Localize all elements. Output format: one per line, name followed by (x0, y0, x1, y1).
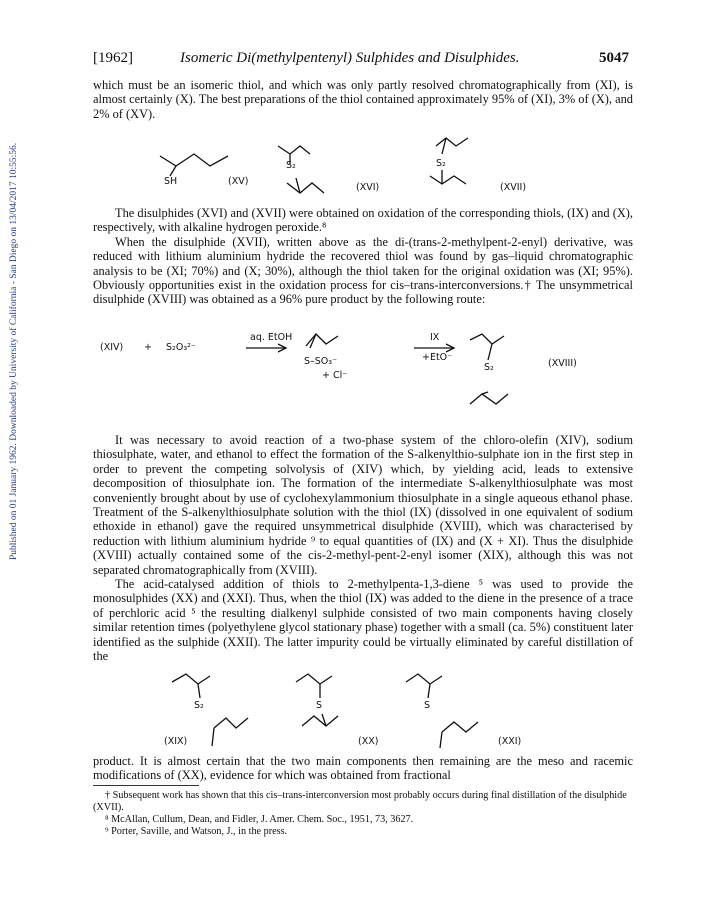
paragraph-1-text: which must be an isomeric thiol, and which was only partly resolved chromatographically from (XI), is almost certainly (X). The best preparations of the thiol contained approximately 95% of (XI), 3% of (X), and 2% of (XV). (93, 78, 633, 121)
chloride-label: + Cl⁻ (322, 370, 348, 381)
s-so3-label: S–SO₃⁻ (304, 356, 338, 367)
condition-aq-etoh: aq. EtOH (250, 332, 293, 343)
paragraph-6-text: product. It is almost certain that the two main components then remaining are the meso and racemic modifications of (XX), evidence for which was obtained from fractional (93, 754, 633, 783)
compound-xiv-label: (XIV) (100, 342, 124, 353)
s2-label-xvi: S₂ (286, 160, 296, 171)
download-note: Published on 01 January 1962. Downloaded by University of California - San Diego on 13/04/2017 10:55:56. (9, 142, 19, 560)
header-title: Isomeric Di(methylpentenyl) Sulphides and Disulphides. (180, 50, 520, 66)
compound-xxi-label: (XXI) (498, 736, 522, 747)
running-header (93, 50, 631, 70)
scheme-1 (150, 138, 630, 200)
scheme-3 (150, 672, 550, 750)
s2-label-xvii: S₂ (436, 158, 446, 169)
compound-xviii-label: (XVIII) (548, 358, 577, 369)
scheme-2 (100, 330, 630, 420)
compound-xix-label: (XIX) (164, 736, 188, 747)
scheme-3-structures (150, 672, 550, 750)
s2-label-xix: S₂ (194, 700, 204, 711)
s2-label-xviii: S₂ (484, 362, 494, 373)
header-year: [1962] (93, 50, 133, 66)
paragraphs-2-3 (93, 206, 633, 307)
paragraph-5-text: The acid-catalysed addition of thiols to 2-methylpenta-1,3-diene ⁵ was used to provide the monosulphides (XX) and (XXI). Thus, when the thiol (IX) was added to the diene in the presence of a trace of perchloric acid ⁵ the resulting dialkenyl sulphide consisted of two main components having closely similar retention times (polyethylene glycol stationary phase) together with a small (ca. 5%) constituent later identified as the sulphide (XXII). The latter impurity could be virtually eliminated by careful distillation of the (93, 577, 633, 664)
footnote-rule (93, 785, 199, 786)
paragraph-4-text: It was necessary to avoid reaction of a two-phase system of the chloro-olefin (XIV), sodium thiosulphate, water, and ethanol to effect the formation of the S-alkenylthio-sulphate ion in the first step in order to prevent the competing solvolysis of (XIV) which, by yielding acid, leads to extensive decomposition of thiosulphate ion. The formation of the intermediate S-alkenylthiosulphate was most conveniently brought about by use of cyclohexylammonium thiosulphate in a single aqueous ethanol phase. Treatment of the S-alkenylthiosulphate solution with the thiol (IX) (dissolved in one equivalent of sodium ethoxide in ethanol) gave the required unsymmetrical disulphide (XVIII), which was characterised by reduction with lithium aluminium hydride ⁹ to equal quantities of (IX) and (X + XI). Thus the disulphide (XVIII) actually contained some of the cis-2-methyl-pent-2-enyl isomer (XIX), although this was not separated chromatographically from (XVIII). (93, 433, 633, 577)
paragraph-1 (93, 78, 633, 121)
thiosulphate-label: S₂O₃²⁻ (166, 342, 196, 353)
footnote-9: ⁹ Porter, Saville, and Watson, J., in the press. (105, 826, 288, 837)
compound-xv-label: (XV) (228, 176, 249, 187)
paragraphs-4-5 (93, 433, 633, 664)
paragraph-2-text: The disulphides (XVI) and (XVII) were obtained on oxidation of the corresponding thiols, (IX) and (X), respectively, with alkaline hydrogen peroxide.⁸ (93, 206, 633, 235)
footnote-dagger: † Subsequent work has shown that this cis–trans-interconversion most probably occurs during final distillation of the disulphide (XVII). (93, 790, 627, 813)
s-label-xxi: S (424, 700, 431, 711)
page-number: 5047 (599, 50, 629, 66)
reagent-ix-label: IX (430, 332, 440, 343)
paragraph-3-text: When the disulphide (XVII), written above as the di-(trans-2-methylpent-2-enyl) derivative, was reduced with lithium aluminium hydride the recovered thiol was found by gas–liquid chromatographic analysis to be (XI; 70%) and (X; 30%), although the thiol taken for the original oxidation was (XI; 95%). Obviously opportunities exist in the oxidation process for cis–trans-interconversions.† The unsymmetrical disulphide (XVIII) was obtained as a 96% pure product by the following route: (93, 234, 633, 307)
sh-label: SH (164, 176, 178, 187)
footnote-8: ⁸ McAllan, Cullum, Dean, and Fidler, J. Amer. Chem. Soc., 1951, 73, 3627. (105, 814, 414, 825)
ethoxide-label: +EtO⁻ (422, 352, 453, 363)
paragraph-6 (93, 754, 633, 783)
compound-xvi-label: (XVI) (356, 182, 380, 193)
s-label-xx: S (316, 700, 323, 711)
scheme-1-structures (150, 138, 630, 200)
footnotes (93, 790, 633, 838)
plus-sign: + (144, 342, 152, 353)
compound-xvii-label: (XVII) (500, 182, 527, 193)
compound-xx-label: (XX) (358, 736, 379, 747)
